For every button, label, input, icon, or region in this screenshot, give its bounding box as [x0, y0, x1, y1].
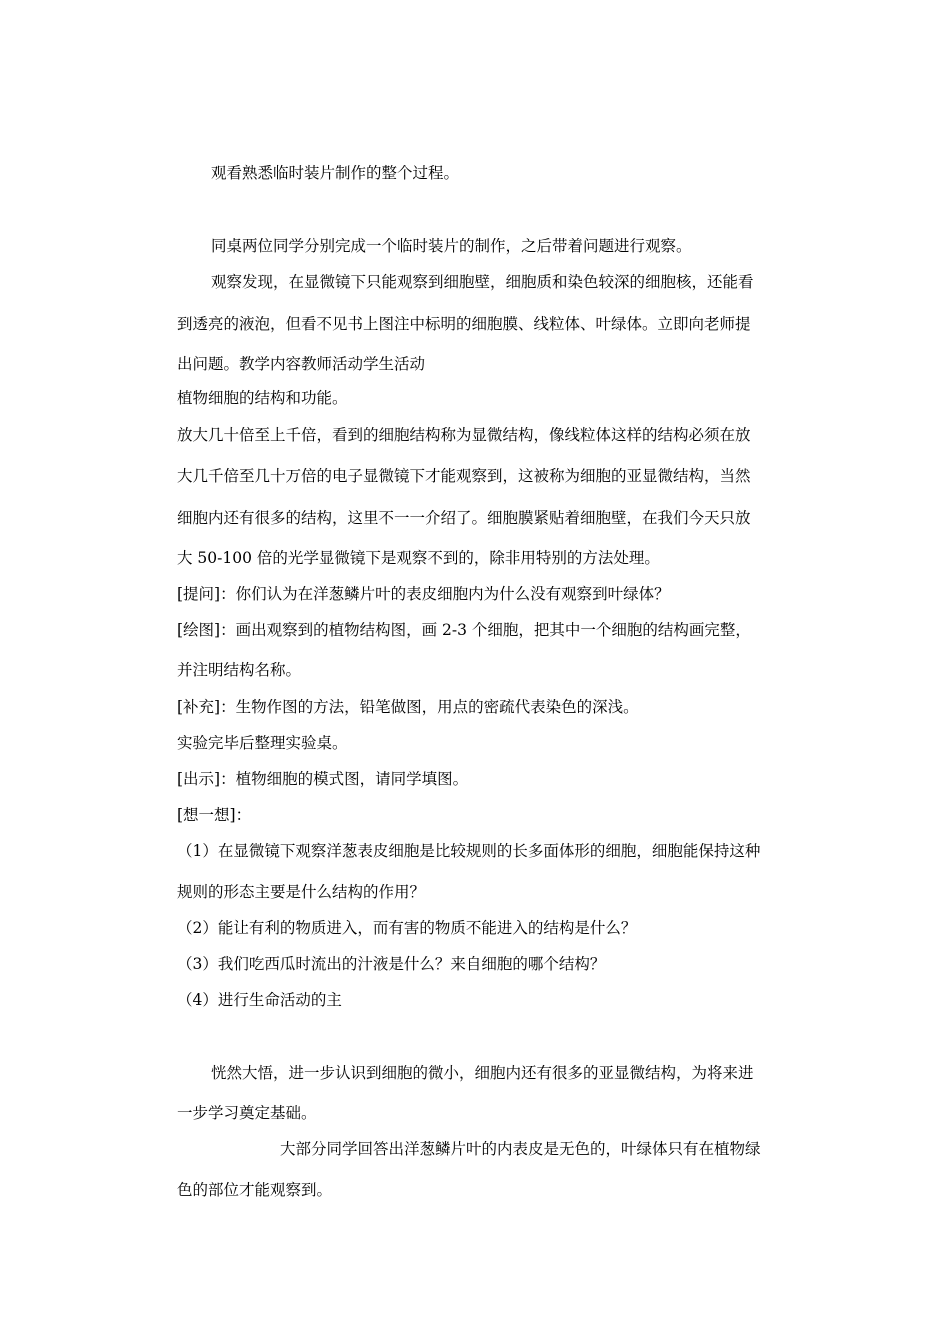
text-line: 观察发现，在显微镜下只能观察到细胞壁，细胞质和染色较深的细胞核，还能看: [211, 273, 754, 291]
text-line: （4）进行生命活动的主: [177, 991, 342, 1009]
text-line: 规则的形态主要是什么结构的作用？: [177, 883, 426, 901]
text-line: [想一想]：: [177, 806, 252, 824]
text-line: 恍然大悟，进一步认识到细胞的微小，细胞内还有很多的亚显微结构，为将来进: [211, 1064, 754, 1082]
text-line: [提问]：你们认为在洋葱鳞片叶的表皮细胞内为什么没有观察到叶绿体？: [177, 585, 670, 603]
text-line: （1）在显微镜下观察洋葱表皮细胞是比较规则的长多面体形的细胞，细胞能保持这种: [177, 842, 761, 860]
text-line: [出示]：植物细胞的模式图，请同学填图。: [177, 770, 469, 788]
text-line: 细胞内还有很多的结构，这里不一一介绍了。细胞膜紧贴着细胞壁，在我们今天只放: [177, 509, 751, 527]
text-line: 大部分同学回答出洋葱鳞片叶的内表皮是无色的，叶绿体只有在植物绿: [280, 1140, 761, 1158]
text-line: （2）能让有利的物质进入，而有害的物质不能进入的结构是什么？: [177, 919, 637, 937]
text-line: （3）我们吃西瓜时流出的汁液是什么？来自细胞的哪个结构？: [177, 955, 606, 973]
text-line: [绘图]：画出观察到的植物结构图，画 2-3 个细胞，把其中一个细胞的结构画完整，: [177, 621, 751, 639]
text-line: 观看熟悉临时装片制作的整个过程。: [211, 164, 460, 182]
text-line: [补充]：生物作图的方法，铅笔做图，用点的密疏代表染色的深浅。: [177, 698, 639, 716]
text-line: 到透亮的液泡，但看不见书上图注中标明的细胞膜、线粒体、叶绿体。立即向老师提: [177, 315, 751, 333]
text-line: 色的部位才能观察到。: [177, 1181, 333, 1199]
text-line: 一步学习奠定基础。: [177, 1104, 317, 1122]
text-line: 放大几十倍至上千倍，看到的细胞结构称为显微结构，像线粒体这样的结构必须在放: [177, 426, 751, 444]
text-line: 实验完毕后整理实验桌。: [177, 734, 348, 752]
text-line: 同桌两位同学分别完成一个临时装片的制作，之后带着问题进行观察。: [211, 237, 692, 255]
text-line: 植物细胞的结构和功能。: [177, 389, 348, 407]
text-line: 并注明结构名称。: [177, 661, 302, 679]
text-line: 出问题。教学内容教师活动学生活动: [177, 355, 426, 373]
text-line: 大 50-100 倍的光学显微镜下是观察不到的，除非用特别的方法处理。: [177, 549, 660, 567]
text-line: 大几千倍至几十万倍的电子显微镜下才能观察到，这被称为细胞的亚显微结构，当然: [177, 467, 751, 485]
